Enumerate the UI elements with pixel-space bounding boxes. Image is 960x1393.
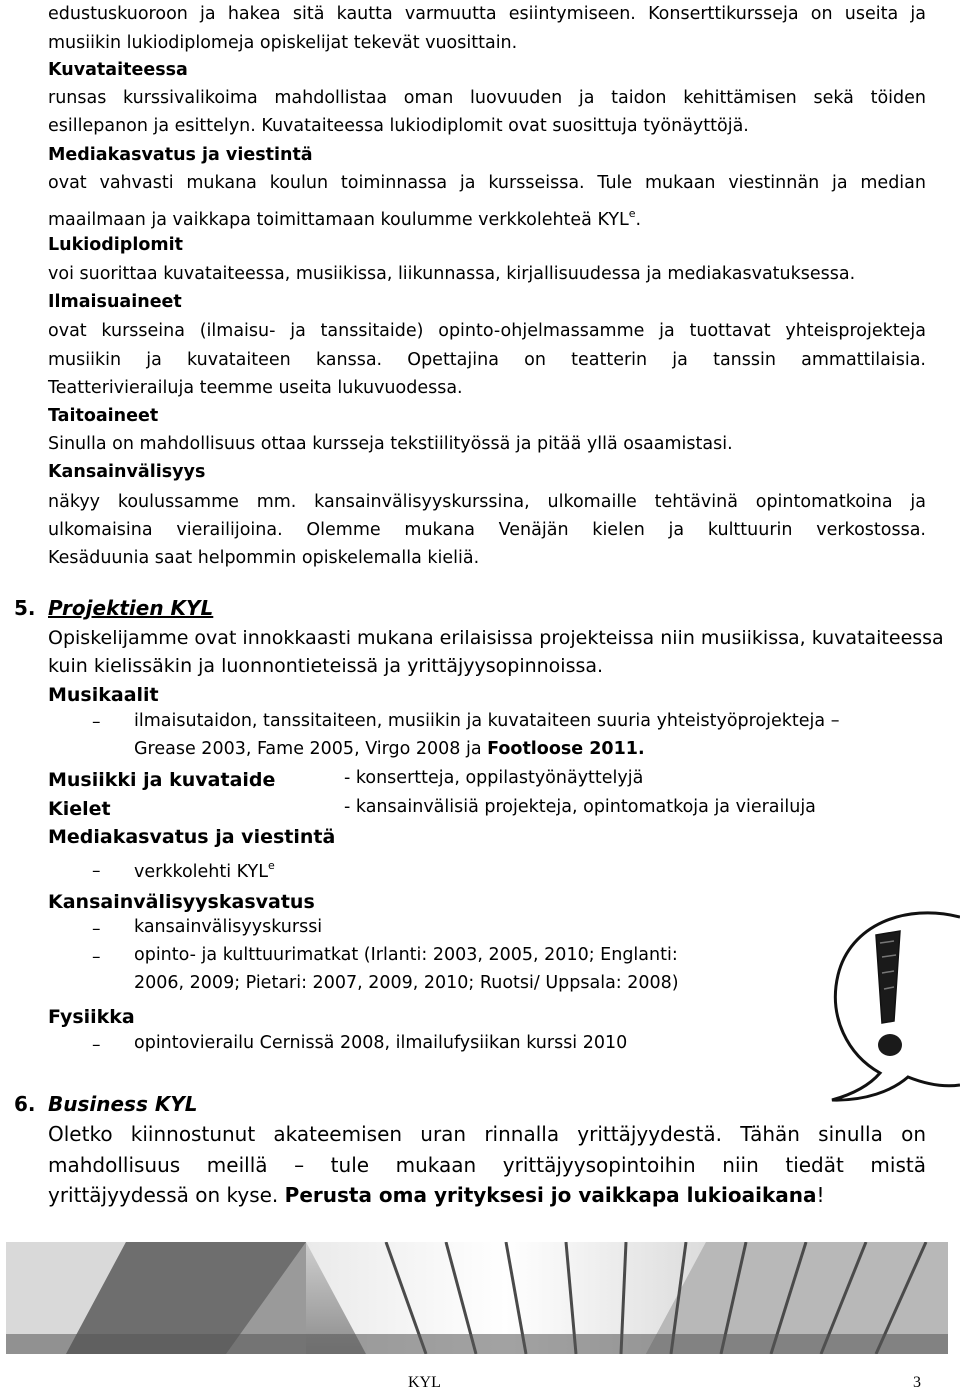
kansainv-heading: Kansainvälisyys	[48, 462, 206, 482]
media-line-2-end: .	[635, 210, 642, 230]
kielet-value: - kansainvälisiä projekteja, opintomatkoja ja vierailuja	[344, 797, 816, 817]
ilmaisu-heading: Ilmaisuaineet	[48, 292, 182, 312]
bullet-dash: –	[92, 1035, 101, 1055]
media-line-2-text: maailmaan ja vaikkapa toimittamaan koulumme verkkolehteä KYL	[48, 210, 629, 230]
verkkolehti: verkkolehti KYL	[134, 862, 268, 882]
verkkolehti-sup: e	[267, 859, 275, 872]
bullet-dash: –	[92, 919, 101, 939]
exclamation-bubble-icon	[810, 895, 960, 1105]
section-6-number: 6.	[14, 1092, 36, 1116]
kansainv-line-1: näkyy koulussamme mm. kansainvälisyyskurssina, ulkomaille tehtävinä opintomatkoina ja	[48, 492, 926, 512]
footer-title: KYL	[408, 1374, 441, 1391]
fysiikka-item: opintovierailu Cernissä 2008, ilmailufysiikan kurssi 2010	[134, 1033, 628, 1053]
section-6-line-3-a: yrittäjyydessä on kyse.	[48, 1183, 285, 1207]
kansainv-line-2: ulkomaisina vierailijoina. Olemme mukana Venäjän kielen ja kulttuurin verkostossa.	[48, 520, 926, 540]
lukiodiplomit-heading: Lukiodiplomit	[48, 235, 183, 255]
section-6-title: Business KYL	[48, 1092, 198, 1116]
taito-line-1: Sinulla on mahdollisuus ottaa kursseja tekstiilityössä ja pitää yllä osaamistasi.	[48, 434, 733, 454]
lukiodiplomit-line-1: voi suorittaa kuvataiteessa, musiikissa, liikunnassa, kirjallisuudessa ja mediakasvatuksessa.	[48, 264, 856, 284]
musikaalit-heading: Musikaalit	[48, 684, 159, 706]
kuvataide-heading: Kuvataiteessa	[48, 60, 188, 80]
section-5-number: 5.	[14, 596, 36, 620]
musikaalit-item-line-2	[134, 739, 645, 759]
media-line-2	[48, 202, 641, 232]
musikaalit-item-line-1: ilmaisutaidon, tanssitaiteen, musiikin ja kuvataiteen suuria yhteistyöprojekteja –	[134, 711, 840, 731]
intro-line-1: edustuskuoroon ja hakea sitä kautta varmuutta esiintymiseen. Konserttikursseja on useita ja	[48, 4, 926, 24]
building-interior-photo	[6, 1242, 948, 1354]
page-number: 3	[913, 1374, 921, 1391]
taito-heading: Taitoaineet	[48, 406, 159, 426]
footloose: Footloose 2011.	[487, 739, 645, 759]
section-6-line-3-c: !	[816, 1183, 825, 1207]
intro-line-2: musiikin lukiodiplomeja opiskelijat tekevät vuosittain.	[48, 33, 518, 53]
media-heading: Mediakasvatus ja viestintä	[48, 145, 313, 165]
bullet-dash: –	[92, 861, 101, 881]
media-line-1: ovat vahvasti mukana koulun toiminnassa ja kursseissa. Tule mukaan viestinnän ja median	[48, 173, 926, 193]
kuvataide-line-2: esillepanon ja esittelyn. Kuvataiteessa lukiodiplomit ovat suosittuja työnäyttöjä.	[48, 116, 749, 136]
musikaalit-years: Grease 2003, Fame 2005, Virgo 2008 ja	[134, 739, 488, 759]
ilmaisu-line-1: ovat kursseina (ilmaisu- ja tanssitaide) opinto-ohjelmassamme ja tuottavat yhteisprojekteja	[48, 321, 926, 341]
media-projects-item	[134, 859, 275, 882]
kielet-heading: Kielet	[48, 798, 111, 820]
section-6-line-1: Oletko kiinnostunut akateemisen uran rinnalla yrittäjyydestä. Tähän sinulla on	[48, 1122, 926, 1146]
kansainv-line-3: Kesäduunia saat helpommin opiskelemalla kieliä.	[48, 548, 480, 568]
ilmaisu-line-2: musiikin ja kuvataiteen kanssa. Opettajina on teatterin ja tanssin ammattilaisia.	[48, 350, 926, 370]
kv-item-2-line-2: 2006, 2009; Pietari: 2007, 2009, 2010; Ruotsi/ Uppsala: 2008)	[134, 973, 679, 993]
section-6-line-3	[48, 1183, 825, 1207]
bullet-dash: –	[92, 947, 101, 967]
ilmaisu-line-3: Teatterivierailuja teemme useita lukuvuodessa.	[48, 378, 463, 398]
musiikki-value: - konsertteja, oppilastyönäyttelyjä	[344, 768, 644, 788]
musiikki-heading: Musiikki ja kuvataide	[48, 769, 276, 791]
kv-heading: Kansainvälisyyskasvatus	[48, 891, 315, 913]
section-5-para-2: kuin kielissäkin ja luonnontieteissä ja yrittäjyysopinnoissa.	[48, 655, 604, 677]
bullet-dash: –	[92, 712, 101, 732]
kuvataide-line-1: runsas kurssivalikoima mahdollistaa oman luovuuden ja taidon kehittämisen sekä töiden	[48, 88, 926, 108]
kv-item-2-line-1: opinto- ja kulttuurimatkat (Irlanti: 2003, 2005, 2010; Englanti:	[134, 945, 678, 965]
media-projects-heading: Mediakasvatus ja viestintä	[48, 826, 336, 848]
kv-item-1: kansainvälisyyskurssi	[134, 917, 323, 937]
section-6-heading	[14, 1092, 198, 1116]
section-6-emphasis: Perusta oma yrityksesi jo vaikkapa lukioaikana	[284, 1183, 817, 1207]
media-sup: e	[628, 207, 636, 220]
section-6-line-2: mahdollisuus meillä – tule mukaan yrittäjyysopintoihin niin tiedät mistä	[48, 1153, 926, 1177]
fysiikka-heading: Fysiikka	[48, 1006, 135, 1028]
section-5-title: Projektien KYL	[48, 596, 214, 620]
section-5-para-1: Opiskelijamme ovat innokkaasti mukana erilaisissa projekteissa niin musiikissa, kuvataiteessa	[48, 627, 944, 649]
section-5-heading	[14, 596, 213, 620]
